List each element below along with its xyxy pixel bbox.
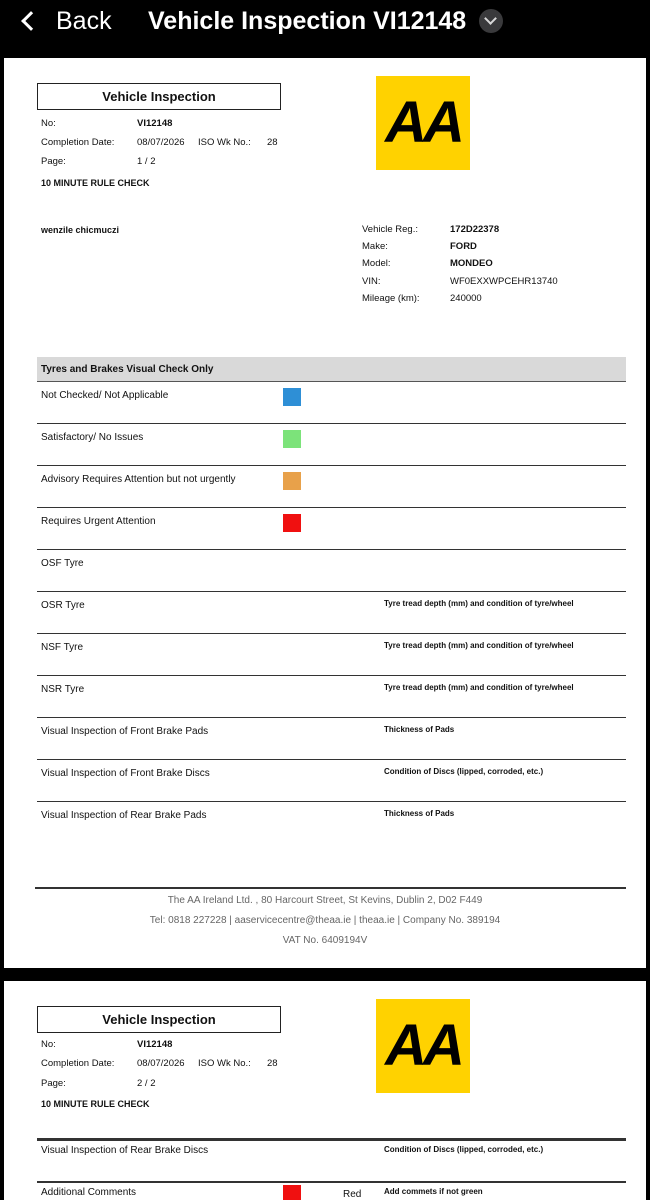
check-label: NSR Tyre [41, 684, 85, 695]
check-note: Thickness of Pads [384, 725, 455, 734]
page-number: 1 / 2 [137, 156, 156, 167]
check-row-rear-brake-discs [37, 1097, 626, 1156]
completion-date-value: 08/07/2026 [137, 137, 185, 148]
vin-value: WF0EXXWPCEHR13740 [450, 276, 558, 287]
legend-row-advisory [37, 466, 626, 508]
iso-week-label: ISO Wk No.: [198, 137, 251, 148]
check-row-osr-tyre [37, 592, 626, 634]
legend-row-not-checked [37, 382, 626, 424]
page-label: Page: [41, 1078, 66, 1089]
red-swatch [283, 514, 301, 532]
check-row-front-brake-discs [37, 760, 626, 802]
check-label: Visual Inspection of Front Brake Pads [41, 726, 209, 737]
legend-label: Not Checked/ Not Applicable [41, 390, 169, 401]
completion-date-label: Completion Date: [41, 137, 115, 148]
no-label: No: [41, 1039, 56, 1050]
footer-address: The AA Ireland Ltd. , 80 Harcourt Street, St Kevins, Dublin 2, D02 F449 [167, 895, 483, 906]
check-note: Tyre tread depth (mm) and condition of tyre/wheel [384, 641, 574, 650]
back-label[interactable]: Back [56, 6, 112, 35]
no-value: VI12148 [137, 118, 173, 129]
customer-name: wenzile chicmuczi [41, 225, 120, 235]
green-swatch [283, 430, 301, 448]
completion-date-label: Completion Date: [41, 1058, 115, 1069]
legend-label: Satisfactory/ No Issues [41, 432, 144, 443]
legend-label: Advisory Requires Attention but not urgently [41, 474, 236, 485]
page-title: Vehicle Inspection VI12148 [148, 6, 467, 35]
model-label: Model: [362, 258, 391, 269]
document-title: Vehicle Inspection [37, 1006, 281, 1033]
document-page-2 [4, 981, 646, 1200]
no-label: No: [41, 118, 56, 129]
make-label: Make: [362, 241, 388, 252]
check-note: Add commets if not green [384, 1187, 483, 1196]
check-note: Condition of Discs (lipped, corroded, etc.) [384, 1145, 544, 1154]
check-row-front-brake-pads [37, 718, 626, 760]
completion-date-value: 08/07/2026 [137, 1058, 185, 1069]
document-page-1 [4, 58, 646, 968]
legend-row-urgent [37, 508, 626, 550]
check-row-additional-comments [37, 1182, 626, 1200]
check-label: Additional Comments [41, 1187, 137, 1198]
legend-row-satisfactory [37, 424, 626, 466]
chevron-left-icon[interactable] [21, 11, 41, 31]
iso-week-value: 28 [267, 137, 278, 148]
title-area [148, 4, 503, 38]
aa-logo-text: AA [385, 90, 461, 155]
aa-logo [376, 76, 470, 170]
check-label: Visual Inspection of Rear Brake Discs [41, 1145, 209, 1156]
no-value: VI12148 [137, 1039, 173, 1050]
page-label: Page: [41, 156, 66, 167]
check-label: OSF Tyre [41, 558, 84, 569]
page-number: 2 / 2 [137, 1078, 156, 1089]
check-label: Visual Inspection of Front Brake Discs [41, 768, 210, 779]
status-label: Red [343, 1189, 362, 1200]
red-swatch [283, 1185, 301, 1200]
chevron-down-icon[interactable] [479, 9, 503, 33]
vehicle-reg-value: 172D22378 [450, 224, 500, 235]
back-button[interactable] [14, 4, 112, 38]
check-label: OSR Tyre [41, 600, 85, 611]
check-note: Tyre tread depth (mm) and condition of tyre/wheel [384, 599, 574, 608]
model-value: MONDEO [450, 258, 493, 269]
amber-swatch [283, 472, 301, 490]
footer-divider [35, 887, 626, 889]
aa-logo-text: AA [385, 1013, 461, 1078]
check-note: Thickness of Pads [384, 809, 455, 818]
footer-vat: VAT No. 6409194V [282, 935, 368, 946]
blue-swatch [283, 388, 301, 406]
check-note: Condition of Discs (lipped, corroded, etc.) [384, 767, 544, 776]
mileage-value: 240000 [450, 293, 482, 304]
legend-label: Requires Urgent Attention [41, 516, 156, 527]
check-row-rear-brake-pads [37, 802, 626, 844]
make-value: FORD [450, 241, 477, 252]
document-title: Vehicle Inspection [37, 83, 281, 110]
navigation-bar [0, 0, 650, 42]
check-label: NSF Tyre [41, 642, 84, 653]
rule-check-heading: 10 MINUTE RULE CHECK [41, 178, 150, 188]
check-row-nsf-tyre [37, 634, 626, 676]
iso-week-value: 28 [267, 1058, 278, 1069]
rule-check-heading: 10 MINUTE RULE CHECK [41, 1099, 150, 1109]
section-header: Tyres and Brakes Visual Check Only [37, 357, 626, 382]
row-divider [37, 1139, 626, 1141]
check-row-nsr-tyre [37, 676, 626, 718]
footer-contact: Tel: 0818 227228 | aaservicecentre@theaa.ie | theaa.ie | Company No. 389194 [149, 915, 501, 926]
vin-label: VIN: [362, 276, 381, 287]
check-label: Visual Inspection of Rear Brake Pads [41, 810, 207, 821]
vehicle-reg-label: Vehicle Reg.: [362, 224, 418, 235]
check-note: Tyre tread depth (mm) and condition of tyre/wheel [384, 683, 574, 692]
iso-week-label: ISO Wk No.: [198, 1058, 251, 1069]
aa-logo [376, 999, 470, 1093]
mileage-label: Mileage (km): [362, 293, 420, 304]
check-row-osf-tyre [37, 550, 626, 592]
